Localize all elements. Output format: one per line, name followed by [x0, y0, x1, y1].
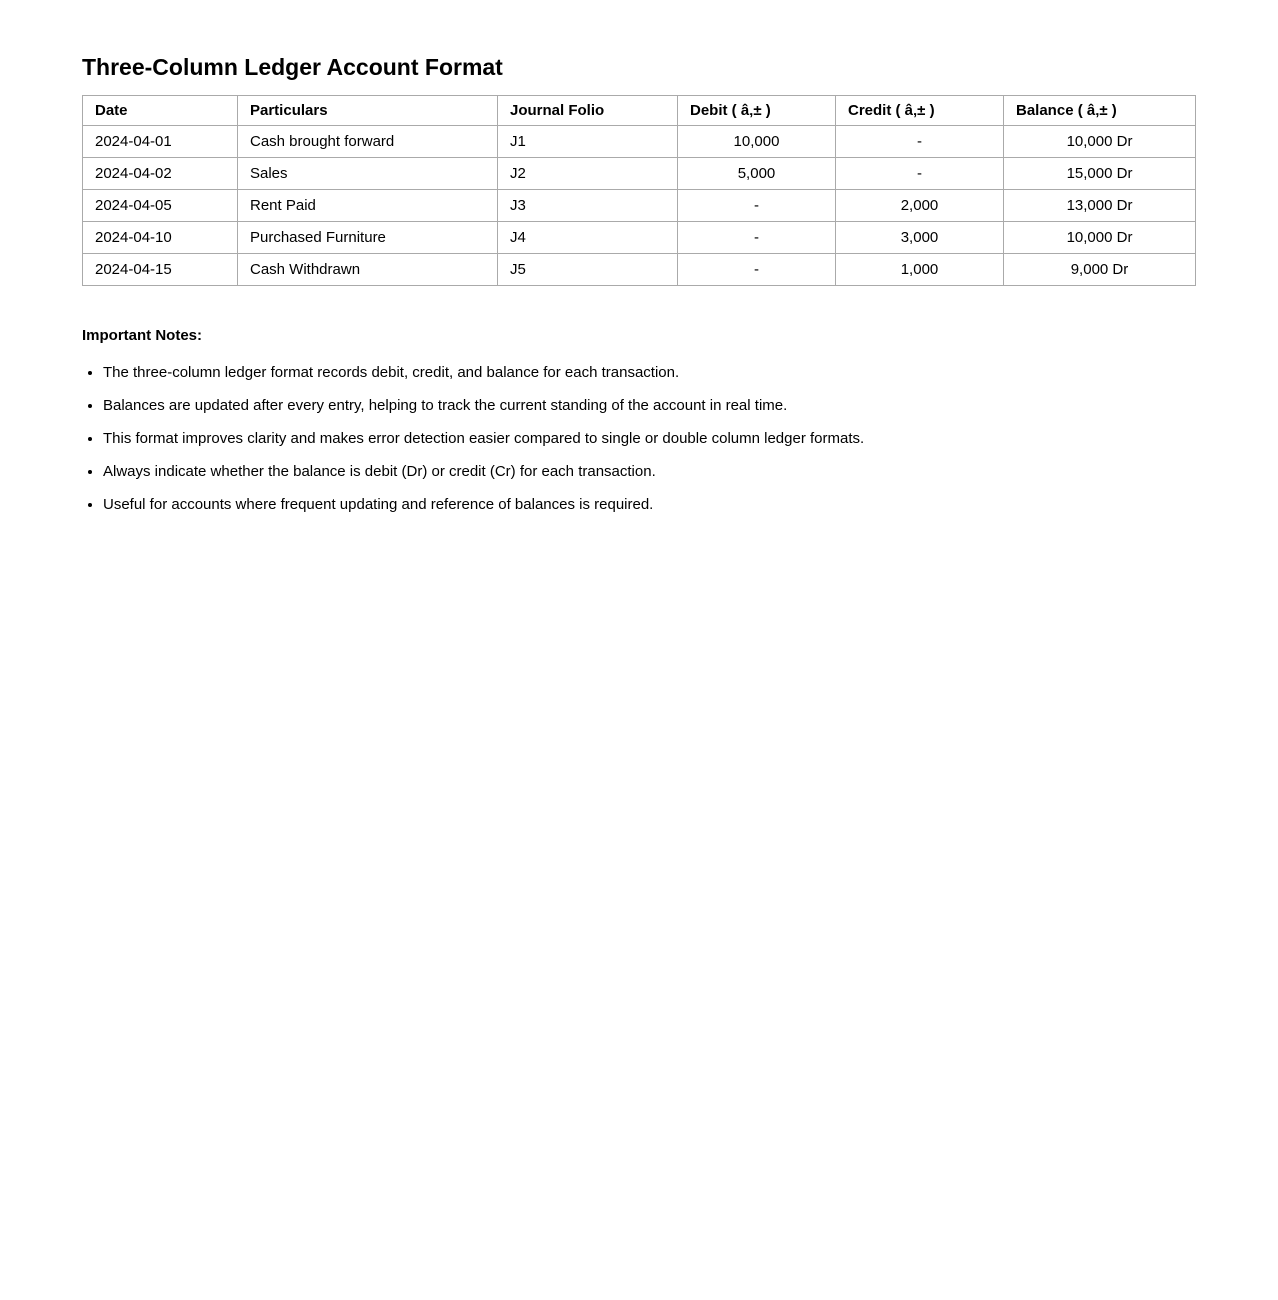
cell-credit: 2,000: [836, 189, 1004, 221]
cell-date: 2024-04-10: [83, 221, 238, 253]
cell-credit: -: [836, 125, 1004, 157]
note-item: • Always indicate whether the balance is debit (Dr) or credit (Cr) for each transaction.: [103, 462, 1196, 482]
table-header-row: [83, 95, 1196, 125]
note-item: • This format improves clarity and makes error detection easier compared to single or double column ledger formats.: [103, 429, 1196, 449]
table-row: [83, 189, 1196, 221]
page-title: Three-Column Ledger Account Format: [82, 54, 503, 80]
cell-particulars: Rent Paid: [238, 189, 498, 221]
cell-date: 2024-04-01: [83, 125, 238, 157]
column-header-credit: Credit ( â‚± ): [836, 95, 1004, 125]
cell-balance: 9,000 Dr: [1004, 253, 1196, 285]
table-row: [83, 253, 1196, 285]
cell-date: 2024-04-02: [83, 157, 238, 189]
cell-particulars: Sales: [238, 157, 498, 189]
column-header-particulars: Particulars: [238, 95, 498, 125]
note-item: • Useful for accounts where frequent updating and reference of balances is required.: [103, 495, 1196, 515]
table-row: [83, 157, 1196, 189]
cell-date: 2024-04-15: [83, 253, 238, 285]
note-item: • Balances are updated after every entry, helping to track the current standing of the account in real time.: [103, 396, 1196, 416]
cell-journal-folio: J2: [498, 157, 678, 189]
ledger-table: [82, 95, 1196, 286]
column-header-journal-folio: Journal Folio: [498, 95, 678, 125]
cell-debit: -: [678, 221, 836, 253]
column-header-debit: Debit ( â‚± ): [678, 95, 836, 125]
document-page: [0, 0, 1278, 515]
cell-balance: 10,000 Dr: [1004, 125, 1196, 157]
cell-debit: 10,000: [678, 125, 836, 157]
cell-balance: 13,000 Dr: [1004, 189, 1196, 221]
cell-credit: 1,000: [836, 253, 1004, 285]
cell-debit: -: [678, 189, 836, 221]
notes-list: [82, 363, 1196, 515]
note-item: • The three-column ledger format records debit, credit, and balance for each transaction.: [103, 363, 1196, 383]
notes-heading: Important Notes:: [82, 326, 202, 344]
cell-journal-folio: J4: [498, 221, 678, 253]
cell-date: 2024-04-05: [83, 189, 238, 221]
column-header-balance: Balance ( â‚± ): [1004, 95, 1196, 125]
column-header-date: Date: [83, 95, 238, 125]
cell-credit: 3,000: [836, 221, 1004, 253]
table-row: [83, 221, 1196, 253]
cell-credit: -: [836, 157, 1004, 189]
cell-particulars: Purchased Furniture: [238, 221, 498, 253]
cell-particulars: Cash brought forward: [238, 125, 498, 157]
cell-balance: 10,000 Dr: [1004, 221, 1196, 253]
cell-balance: 15,000 Dr: [1004, 157, 1196, 189]
cell-debit: -: [678, 253, 836, 285]
table-row: [83, 125, 1196, 157]
cell-debit: 5,000: [678, 157, 836, 189]
cell-particulars: Cash Withdrawn: [238, 253, 498, 285]
cell-journal-folio: J3: [498, 189, 678, 221]
cell-journal-folio: J5: [498, 253, 678, 285]
cell-journal-folio: J1: [498, 125, 678, 157]
